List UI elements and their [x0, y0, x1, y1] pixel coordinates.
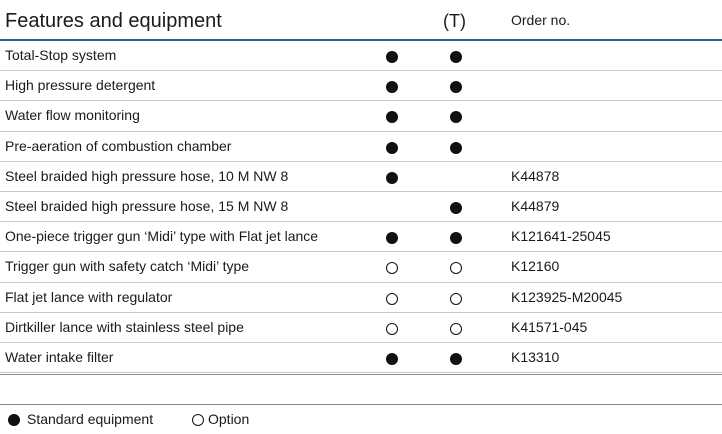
table-row — [0, 192, 722, 222]
filled-circle-icon — [386, 172, 398, 184]
table-body — [0, 41, 722, 373]
row-label: One-piece trigger gun ‘Midi’ type with Flat jet lance — [5, 228, 319, 245]
open-circle-icon — [386, 323, 398, 335]
row-order-no: K121641-25045 — [511, 228, 611, 245]
table-row — [0, 283, 722, 313]
row-label: Steel braided high pressure hose, 15 M NW 8 — [5, 197, 289, 214]
filled-circle-icon — [450, 51, 462, 63]
row-label: Flat jet lance with regulator — [5, 288, 173, 305]
row-label: High pressure detergent — [5, 77, 156, 94]
legend-divider — [0, 404, 722, 405]
filled-circle-icon — [386, 111, 398, 123]
row-label: Dirtkiller lance with stainless steel pipe — [5, 318, 244, 335]
table-row — [0, 71, 722, 101]
filled-circle-icon — [450, 142, 462, 154]
table-row — [0, 41, 722, 71]
row-order-no: K44879 — [511, 197, 560, 214]
filled-circle-icon — [450, 111, 462, 123]
filled-circle-icon — [386, 142, 398, 154]
filled-circle-icon — [8, 414, 20, 426]
row-label: Pre-aeration of combustion chamber — [5, 137, 232, 154]
column-header-order-no: Order no. — [511, 12, 571, 28]
table-row — [0, 132, 722, 162]
open-circle-icon — [192, 414, 204, 426]
filled-circle-icon — [450, 353, 462, 365]
legend-standard-label: Standard equipment — [27, 411, 154, 427]
table-header — [0, 0, 722, 40]
table-row — [0, 101, 722, 131]
table-row — [0, 313, 722, 343]
row-label: Total-Stop system — [5, 47, 117, 63]
row-order-no: K13310 — [511, 348, 560, 365]
table-row — [0, 162, 722, 192]
open-circle-icon — [386, 262, 398, 274]
row-label: Water intake filter — [5, 348, 114, 365]
page-title: Features and equipment — [5, 10, 222, 32]
row-label: Steel braided high pressure hose, 10 M NW 8 — [5, 167, 289, 184]
open-circle-icon — [450, 262, 462, 274]
filled-circle-icon — [386, 51, 398, 63]
table-row — [0, 343, 722, 373]
table-row — [0, 252, 722, 282]
open-circle-icon — [450, 323, 462, 335]
row-order-no: K41571-045 — [511, 318, 588, 335]
table-row — [0, 222, 722, 252]
filled-circle-icon — [386, 353, 398, 365]
open-circle-icon — [450, 293, 462, 305]
filled-circle-icon — [386, 81, 398, 93]
row-label: Water flow monitoring — [5, 107, 140, 124]
row-order-no: K12160 — [511, 258, 560, 275]
table-end-divider — [0, 374, 722, 375]
row-order-no: K44878 — [511, 167, 560, 184]
row-label: Trigger gun with safety catch ‘Midi’ type — [5, 258, 250, 275]
filled-circle-icon — [450, 232, 462, 244]
filled-circle-icon — [386, 232, 398, 244]
column-header-t: (T) — [443, 11, 466, 31]
open-circle-icon — [386, 293, 398, 305]
legend-option-label: Option — [208, 411, 250, 427]
filled-circle-icon — [450, 81, 462, 93]
row-order-no: K123925-M20045 — [511, 288, 623, 305]
filled-circle-icon — [450, 202, 462, 214]
